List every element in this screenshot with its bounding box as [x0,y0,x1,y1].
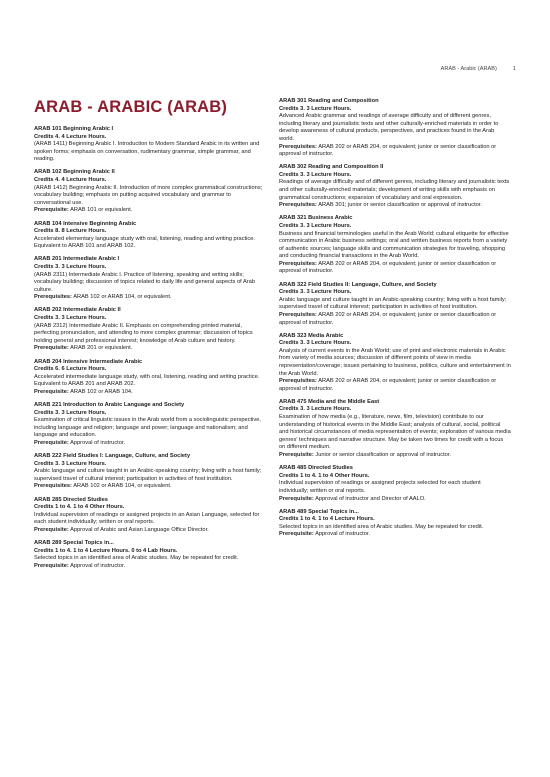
course-credits: Credits 1 to 4. 1 to 4 Other Hours. [34,504,125,511]
prerequisite-label: Prerequisite: [34,439,69,446]
left-course-list [34,126,266,570]
course-prerequisite [34,563,266,571]
course-credits: Credits 3. 3 Lecture Hours. [279,171,352,178]
course-prerequisite [279,144,511,159]
course-entry [34,221,266,251]
course-description: (ARAB 1411) Beginning Arabic I. Introduction to Modern Standard Arabic in its written and spoken forms; emphasis on conversation, rudimentary grammar, simple grammar, and reading. [34,141,260,163]
course-entry [34,169,266,215]
prerequisite-label: Prerequisite: [34,562,69,569]
prerequisite-value: ARAB 201 or equivalent. [70,345,133,352]
course-title: ARAB 323 Media Arabic [279,332,344,339]
prerequisite-value: ARAB 102 or ARAB 104, or equivalent. [73,483,172,490]
course-description: Arabic language and culture taught in an Arabic-speaking country; living with a host family; supervised travel of cultural interest; participation in activities of host institution. [279,296,507,311]
course-prerequisite [34,527,266,535]
right-column [279,98,511,544]
course-title: ARAB 475 Media and the Middle East [279,398,380,405]
course-prerequisite [279,531,511,539]
prerequisite-label: Prerequisites: [279,143,317,150]
course-description: Advanced Arabic grammar and readings of average difficulty and of different genres, including literary and journalistic texts and other culturally-enriched materials in order to develop awareness of cultural products, perspectives, and practices found in the Arab world. [279,113,499,142]
course-credits: Credits 3. 3 Lecture Hours. [34,264,107,270]
course-title: ARAB 321 Business Arabic [279,215,353,222]
course-entry [279,465,511,503]
prerequisite-value: ARAB 202 or ARAB 204, or equivalent; junior or senior classification or approval of instructor. [279,378,497,392]
prerequisite-value: Approval of instructor. [70,562,126,569]
prerequisite-label: Prerequisite: [34,345,69,352]
prerequisite-label: Prerequisites: [34,294,72,301]
course-description: Accelerated intermediate language study, with oral, listening, reading and writing practice. Equivalent to ARAB 201 and ARAB 202. [34,373,260,388]
course-prerequisite [279,452,511,460]
course-credits: Credits 3. 3 Lecture Hours. [34,315,107,322]
prerequisite-value: ARAB 202 or ARAB 204, or equivalent; junior or senior classification or approval of instructor. [279,143,497,158]
course-prerequisite [34,483,266,491]
prerequisite-value: ARAB 202 or ARAB 204, or equivalent; junior or senior classification or approval of instructor. [279,260,497,275]
course-description: (ARAB 1412) Beginning Arabic II. Introduction of more complex grammatical constructions; vocabulary building; emphasis on putting acquired vocabulary and grammar to conversational use. [34,184,263,206]
course-entry [279,164,511,210]
course-entry [34,307,266,353]
prerequisite-label: Prerequisite: [279,495,314,502]
course-prerequisite [279,496,511,504]
course-title: ARAB 201 Intermediate Arabic I [34,256,120,263]
course-entry [34,540,266,570]
course-title: ARAB 302 Reading and Composition II [279,164,384,171]
prerequisite-label: Prerequisites: [279,378,317,385]
course-entry [34,402,266,448]
course-credits: Credits 4. 4 Lecture Hours. [34,177,107,184]
course-description: Arabic language and culture taught in an Arabic-speaking country; living with a host family; supervised travel of cultural interest; participation in activities of host institution. [34,468,262,482]
left-column [34,98,266,576]
course-prerequisite [279,378,511,393]
prerequisite-value: ARAB 101 or equivalent. [70,207,133,214]
course-description: Examination of critical linguistic issues in the Arab world from a sociolinguistic perspective, including language and religion; language and power; language and nationalism; and language and education. [34,417,261,439]
prerequisite-label: Prerequisite: [34,207,69,214]
prerequisite-value: Junior or senior classification or approval of instructor. [315,452,451,459]
course-entry [279,215,511,276]
course-prerequisite [34,440,266,448]
course-prerequisite [279,202,511,210]
page-title: ARAB - ARABIC (ARAB) [34,98,228,116]
prerequisite-value: Approval of instructor and Director of AALO. [315,495,426,502]
prerequisite-value: ARAB 202 or ARAB 204, or equivalent; junior or senior classification or approval of instructor. [279,311,497,326]
course-entry [279,399,511,460]
course-title: ARAB 285 Directed Studies [34,496,108,503]
course-entry [279,333,511,394]
course-description: Individual supervision of readings or assigned projects in an Asian Language, selected for each student individually; written or oral reports. [34,511,260,526]
course-description: Business and financial terminologies useful in the Arab World; cultural etiquette for effective communication in Arabic business settings; oral and written business reports from a variety of authentic sources; language skills and communication strategies for traveling, shopping and conducting financial transactions in the Arab World. [279,230,509,260]
course-entry [34,126,266,164]
course-entry [279,509,511,539]
course-title: ARAB 101 Beginning Arabic I [34,126,114,132]
course-title: ARAB 102 Beginning Arabic II [34,169,115,176]
course-credits: Credits 3. 3 Lecture Hours. [279,105,352,112]
prerequisite-value: Approval of instructor. [70,439,126,446]
course-credits: Credits 3. 3 Lecture Hours. [279,406,352,413]
course-entry [34,359,266,397]
course-title: ARAB 322 Field Studies II: Language, Culture, and Society [279,281,437,288]
course-title: ARAB 489 Special Topics in... [279,508,359,515]
course-credits: Credits 3. 3 Lecture Hours. [279,289,352,296]
prerequisite-value: Approval of instructor. [315,531,371,538]
course-credits: Credits 1 to 4. 1 to 4 Other Hours. [279,472,370,479]
course-description: Selected topics in an identified area of Arabic studies. May be repeated for credit. [279,523,484,530]
course-title: ARAB 289 Special Topics in... [34,540,114,546]
course-prerequisite [34,389,266,397]
course-entry [279,98,511,159]
course-prerequisite [279,312,511,327]
course-description: Analysis of current events in the Arab World; use of print and electronic materials in Arabic from variety of media sources; discussion of different points of view in media representation/coverage; issues pertaining to business, politics, culture and entertainment in the Arab World. [279,347,511,377]
course-title: ARAB 221 Introduction to Arabic Language and Society [34,402,185,408]
course-description: Selected topics in an identified area of Arabic studies. May be repeated for credit. [34,555,239,562]
course-credits: Credits 4. 4 Lecture Hours. [34,133,107,140]
prerequisite-label: Prerequisites: [279,260,317,267]
course-prerequisite [279,261,511,276]
course-credits: Credits 8. 8 Lecture Hours. [34,228,107,235]
course-credits: Credits 1 to 4. 1 to 4 Lecture Hours. [279,516,375,523]
course-credits: Credits 1 to 4. 1 to 4 Lecture Hours. 0 to 4 Lab Hours. [34,547,178,554]
prerequisite-value: Approval of Arabic and Asian Language Office Director. [70,526,209,533]
course-title: ARAB 204 Intensive Intermediate Arabic [34,358,143,365]
course-credits: Credits 3. 3 Lecture Hours. [279,340,352,347]
course-description: Examination of how media (e.g., literature, news, film, television) contribute to our understanding of historical events in the Middle East; analysis of cultural, social, political and historical circumstances of media representation of events; exploration of various media genres' techniques and narrative structure. May be taken two times for credit with a focus on different medium. [279,414,511,451]
prerequisite-value: ARAB 301; junior or senior classification or approval of instructor. [318,202,482,209]
page-number: 1 [512,66,516,72]
course-title: ARAB 104 Intensive Beginning Arabic [34,220,137,227]
course-description: Individual supervision of readings or assigned projects selected for each student individually; written or oral reports. [279,480,481,494]
course-title: ARAB 202 Intermediate Arabic II [34,307,121,314]
prerequisite-label: Prerequisites: [34,483,72,490]
course-title: ARAB 485 Directed Studies [279,465,353,472]
prerequisite-value: ARAB 102 or ARAB 104. [70,388,133,395]
course-description: (ARAB 2311) Intermediate Arabic I. Practice of listening, speaking and writing skills; vocabulary building; discussion of topics related to daily life and general aspects of Arab culture. [34,271,255,293]
course-credits: Credits 3. 3 Lecture Hours. [34,409,107,416]
course-description: Readings of average difficulty and of different genres, including literary and journalistic texts and other culturally-enriched materials; development of writing skills with emphasis on grammatical constructions; expansion of vocabulary and oral expression. [279,179,510,201]
course-prerequisite [34,294,266,302]
course-prerequisite [34,207,266,215]
course-prerequisite [34,345,266,353]
running-title: ARAB - Arabic (ARAB) [440,66,497,72]
prerequisite-label: Prerequisite: [279,531,314,538]
right-course-list [279,98,511,539]
course-credits: Credits 3. 3 Lecture Hours. [34,460,107,467]
prerequisite-label: Prerequisite: [34,388,69,395]
prerequisite-value: ARAB 102 or ARAB 104, or equivalent. [73,294,172,301]
course-entry [279,282,511,328]
course-title: ARAB 222 Field Studies I: Language, Culture, and Society [34,453,191,460]
running-header [441,66,516,72]
course-credits: Credits 3. 3 Lecture Hours. [279,222,352,229]
prerequisite-label: Prerequisites: [279,202,317,209]
course-entry [34,497,266,535]
course-description: Accelerated elementary language study with oral, listening, reading and writing practice. Equivalent to ARAB 101 and ARAB 102. [34,235,255,250]
course-credits: Credits 6. 6 Lecture Hours. [34,366,107,373]
prerequisite-label: Prerequisite: [34,526,69,533]
prerequisite-label: Prerequisite: [279,452,314,459]
prerequisite-label: Prerequisites: [279,311,317,318]
course-entry [34,256,266,302]
course-description: (ARAB 2312) Intermediate Arabic II. Emphasis on comprehending printed material, perfecting pronunciation, and attending to more complex grammar; discussion of topics holding general and professional interest; knowledge of Arab culture and history. [34,322,253,344]
course-title: ARAB 301 Reading and Composition [279,98,379,104]
course-entry [34,453,266,491]
